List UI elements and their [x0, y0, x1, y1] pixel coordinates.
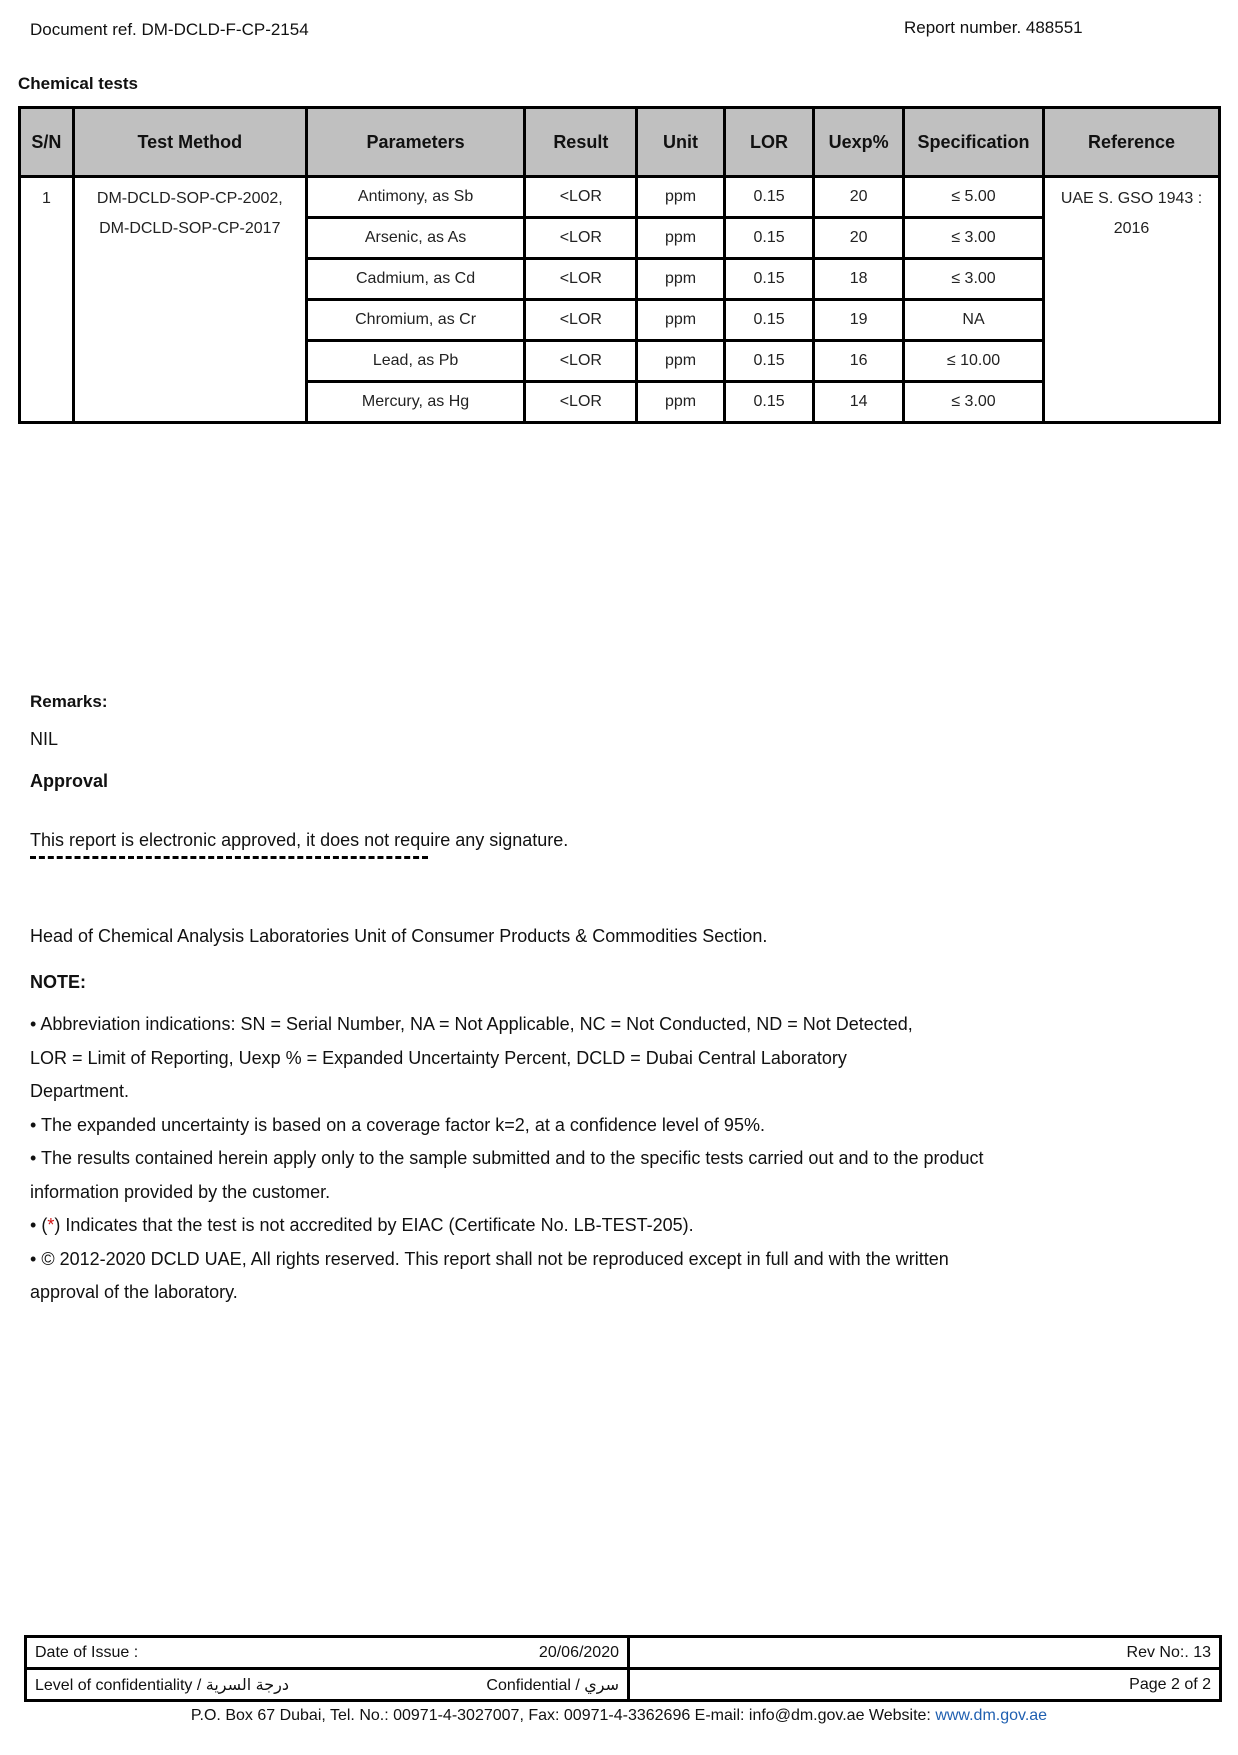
specification-cell: ≤ 10.00 [903, 341, 1043, 382]
unit-cell: ppm [637, 177, 724, 218]
uexp-cell: 14 [814, 382, 904, 423]
page-number: Page 2 of 2 [629, 1669, 1221, 1701]
result-cell: <LOR [525, 300, 637, 341]
notes-list [30, 1008, 1090, 1310]
lor-cell: 0.15 [724, 218, 814, 259]
note-text: Department. [30, 1081, 130, 1101]
result-cell: <LOR [525, 259, 637, 300]
unit-cell: ppm [637, 382, 724, 423]
column-header-parameters: Parameters [306, 108, 524, 177]
website-link[interactable]: www.dm.gov.ae [935, 1707, 1048, 1724]
remarks-value: NIL [30, 729, 59, 749]
reference-line: UAE S. GSO 1943 : [1060, 190, 1203, 207]
note-text: information provided by the customer. [30, 1181, 331, 1202]
signatory-title: Head of Chemical Analysis Laboratories Unit of Consumer Products & Commodities Section. [30, 926, 768, 946]
unit-cell: ppm [637, 341, 724, 382]
note-uncertainty [30, 1109, 1090, 1143]
unit-cell: ppm [637, 218, 724, 259]
uexp-cell: 16 [814, 341, 904, 382]
parameter-cell: Arsenic, as As [306, 218, 524, 259]
column-header-result: Result [525, 108, 637, 177]
confidentiality-cell [26, 1669, 629, 1701]
revision-number: Rev No:. 13 [629, 1637, 1221, 1669]
note-text: The expanded uncertainty is based on a coverage factor k=2, at a confidence level of 95%. [41, 1114, 765, 1135]
section-title: Chemical tests [18, 74, 138, 93]
specification-cell: ≤ 3.00 [903, 259, 1043, 300]
serial-number-cell: 1 [20, 177, 74, 423]
lor-cell: 0.15 [724, 341, 814, 382]
specification-cell: ≤ 5.00 [903, 177, 1043, 218]
bullet-icon: • [30, 1248, 37, 1269]
signature-divider [30, 856, 428, 859]
report-number: Report number. 488551 [904, 18, 1083, 37]
approval-text: This report is electronic approved, it does not require any signature. [30, 830, 569, 850]
footer-row [26, 1669, 1221, 1701]
column-header-unit: Unit [637, 108, 724, 177]
date-of-issue-label: Date of Issue : [35, 1643, 139, 1661]
note-text: approval of the laboratory. [30, 1282, 238, 1302]
test-method-line: DM-DCLD-SOP-CP-2002, [96, 190, 283, 207]
reference-line: 2016 [1113, 220, 1150, 237]
reference-cell [1044, 177, 1220, 423]
lor-cell: 0.15 [724, 177, 814, 218]
note-text: The results contained herein apply only to the sample submitted and to the specific tests carried out and to the product [41, 1148, 984, 1168]
parameter-cell: Lead, as Pb [306, 341, 524, 382]
asterisk-icon: * [47, 1215, 55, 1235]
note-text: LOR = Limit of Reporting, Uexp % = Expanded Uncertainty Percent, DCLD = Dubai Central Laboratory [30, 1047, 847, 1068]
uexp-cell: 20 [814, 177, 904, 218]
uexp-cell: 20 [814, 218, 904, 259]
column-header-test-method: Test Method [73, 108, 306, 177]
result-cell: <LOR [525, 341, 637, 382]
note-text: ) Indicates that the test is not accredited by EIAC (Certificate No. LB-TEST-205). [54, 1215, 694, 1235]
column-header-sn: S/N [20, 108, 74, 177]
column-header-uexp: Uexp% [814, 108, 904, 177]
confidentiality-label: Level of confidentiality / درجة السرية [35, 1676, 289, 1694]
footer-address [0, 1707, 1238, 1725]
result-cell: <LOR [525, 382, 637, 423]
footer-row [26, 1637, 1221, 1669]
lor-cell: 0.15 [724, 259, 814, 300]
confidentiality-value: Confidential / سري [486, 1676, 619, 1694]
specification-cell: ≤ 3.00 [903, 382, 1043, 423]
bullet-icon: • [30, 1114, 37, 1135]
remarks-label: Remarks: [30, 692, 108, 711]
uexp-cell: 19 [814, 300, 904, 341]
column-header-reference: Reference [1044, 108, 1220, 177]
table-row [20, 177, 1220, 218]
parameter-cell: Cadmium, as Cd [306, 259, 524, 300]
note-text: © 2012-2020 DCLD UAE, All rights reserved. This report shall not be reproduced except in full and with the written [41, 1248, 949, 1269]
bullet-icon: • [30, 1014, 37, 1034]
unit-cell: ppm [637, 259, 724, 300]
chemical-tests-table [18, 106, 1221, 424]
column-header-lor: LOR [724, 108, 814, 177]
uexp-cell: 18 [814, 259, 904, 300]
test-method-line: DM-DCLD-SOP-CP-2017 [99, 220, 281, 237]
note-copyright [30, 1243, 1090, 1277]
document-reference: Document ref. DM-DCLD-F-CP-2154 [30, 20, 309, 39]
note-text: ( [41, 1215, 48, 1235]
bullet-icon: • [30, 1215, 37, 1235]
note-results [30, 1142, 1090, 1176]
column-header-specification: Specification [903, 108, 1043, 177]
table-header-row [20, 108, 1220, 177]
parameter-cell: Chromium, as Cr [306, 300, 524, 341]
unit-cell: ppm [637, 300, 724, 341]
footer-table [24, 1635, 1222, 1702]
date-of-issue-cell [26, 1637, 629, 1669]
specification-cell: NA [903, 300, 1043, 341]
result-cell: <LOR [525, 177, 637, 218]
note-accreditation [30, 1209, 1090, 1243]
parameter-cell: Antimony, as Sb [306, 177, 524, 218]
test-method-cell [73, 177, 306, 423]
lor-cell: 0.15 [724, 300, 814, 341]
note-abbreviations [30, 1008, 1090, 1042]
specification-cell: ≤ 3.00 [903, 218, 1043, 259]
parameter-cell: Mercury, as Hg [306, 382, 524, 423]
lor-cell: 0.15 [724, 382, 814, 423]
date-of-issue-value: 20/06/2020 [538, 1643, 619, 1661]
bullet-icon: • [30, 1148, 37, 1168]
note-label: NOTE: [30, 972, 86, 992]
address-text: P.O. Box 67 Dubai, Tel. No.: 00971-4-3027007, Fax: 00971-4-3362696 E-mail: info@dm.gov.ae Website: [190, 1707, 936, 1724]
approval-label: Approval [30, 771, 109, 791]
note-text: Abbreviation indications: SN = Serial Number, NA = Not Applicable, NC = Not Conducted, ND = Not Detected, [40, 1014, 913, 1034]
result-cell: <LOR [525, 218, 637, 259]
